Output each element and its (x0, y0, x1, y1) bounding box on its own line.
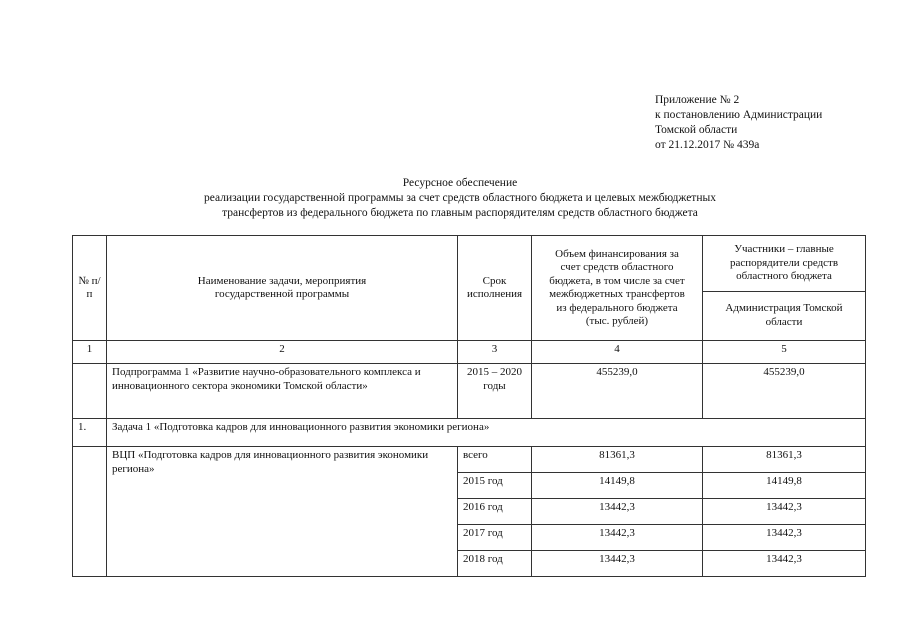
header-num: № п/п (73, 236, 107, 341)
title-line: трансфертов из федерального бюджета по главным распорядителям средств областного бюджета (222, 207, 698, 219)
header-administration: Администрация Томской области (703, 291, 866, 340)
col-number: 1 (73, 341, 107, 364)
document-title (110, 176, 810, 221)
subprogram-row (73, 364, 866, 419)
header-name: Наименование задачи, мероприятия государственной программы (107, 236, 458, 341)
header-volume: Объем финансирования за счет средств областного бюджета, в том числе за счет межбюджетных трансфертов из федерального бюджета (тыс. рублей) (532, 236, 703, 341)
task-num: 1. (73, 419, 107, 447)
appendix-line: Томской области (655, 124, 738, 136)
title-line: реализации государственной программы за счет средств областного бюджета и целевых межбюджетных (204, 192, 716, 204)
vcp-admin: 13442,3 (703, 551, 866, 577)
vcp-period: 2017 год (458, 525, 532, 551)
vcp-admin: 14149,8 (703, 473, 866, 499)
vcp-name: ВЦП «Подготовка кадров для инновационного развития экономики региона» (107, 447, 458, 577)
vcp-num (73, 447, 107, 577)
resource-table (72, 235, 866, 577)
subprogram-admin: 455239,0 (703, 364, 866, 419)
appendix-line: Приложение № 2 (655, 94, 740, 106)
subprogram-volume: 455239,0 (532, 364, 703, 419)
vcp-volume: 14149,8 (532, 473, 703, 499)
vcp-volume: 13442,3 (532, 499, 703, 525)
header-row (73, 236, 866, 292)
task-name: Задача 1 «Подготовка кадров для инновационного развития экономики региона» (107, 419, 866, 447)
subprogram-num (73, 364, 107, 419)
col-number: 5 (703, 341, 866, 364)
subprogram-term: 2015 – 2020 годы (458, 364, 532, 419)
vcp-period: всего (458, 447, 532, 473)
vcp-admin: 81361,3 (703, 447, 866, 473)
vcp-admin: 13442,3 (703, 499, 866, 525)
column-number-row (73, 341, 866, 364)
subprogram-name: Подпрограмма 1 «Развитие научно-образовательного комплекса и инновационного сектора экономики Томской области» (107, 364, 458, 419)
task-row (73, 419, 866, 447)
appendix-block (655, 93, 822, 153)
header-term: Срок исполнения (458, 236, 532, 341)
vcp-volume: 13442,3 (532, 551, 703, 577)
appendix-line: от 21.12.2017 № 439а (655, 139, 760, 151)
vcp-volume: 13442,3 (532, 525, 703, 551)
vcp-period: 2018 год (458, 551, 532, 577)
vcp-volume: 81361,3 (532, 447, 703, 473)
appendix-line: к постановлению Администрации (655, 109, 823, 121)
header-participants: Участники – главные распорядители средств областного бюджета (703, 236, 866, 292)
col-number: 2 (107, 341, 458, 364)
col-number: 4 (532, 341, 703, 364)
vcp-admin: 13442,3 (703, 525, 866, 551)
vcp-row (73, 447, 866, 473)
title-line: Ресурсное обеспечение (402, 177, 518, 189)
vcp-period: 2016 год (458, 499, 532, 525)
col-number: 3 (458, 341, 532, 364)
vcp-period: 2015 год (458, 473, 532, 499)
